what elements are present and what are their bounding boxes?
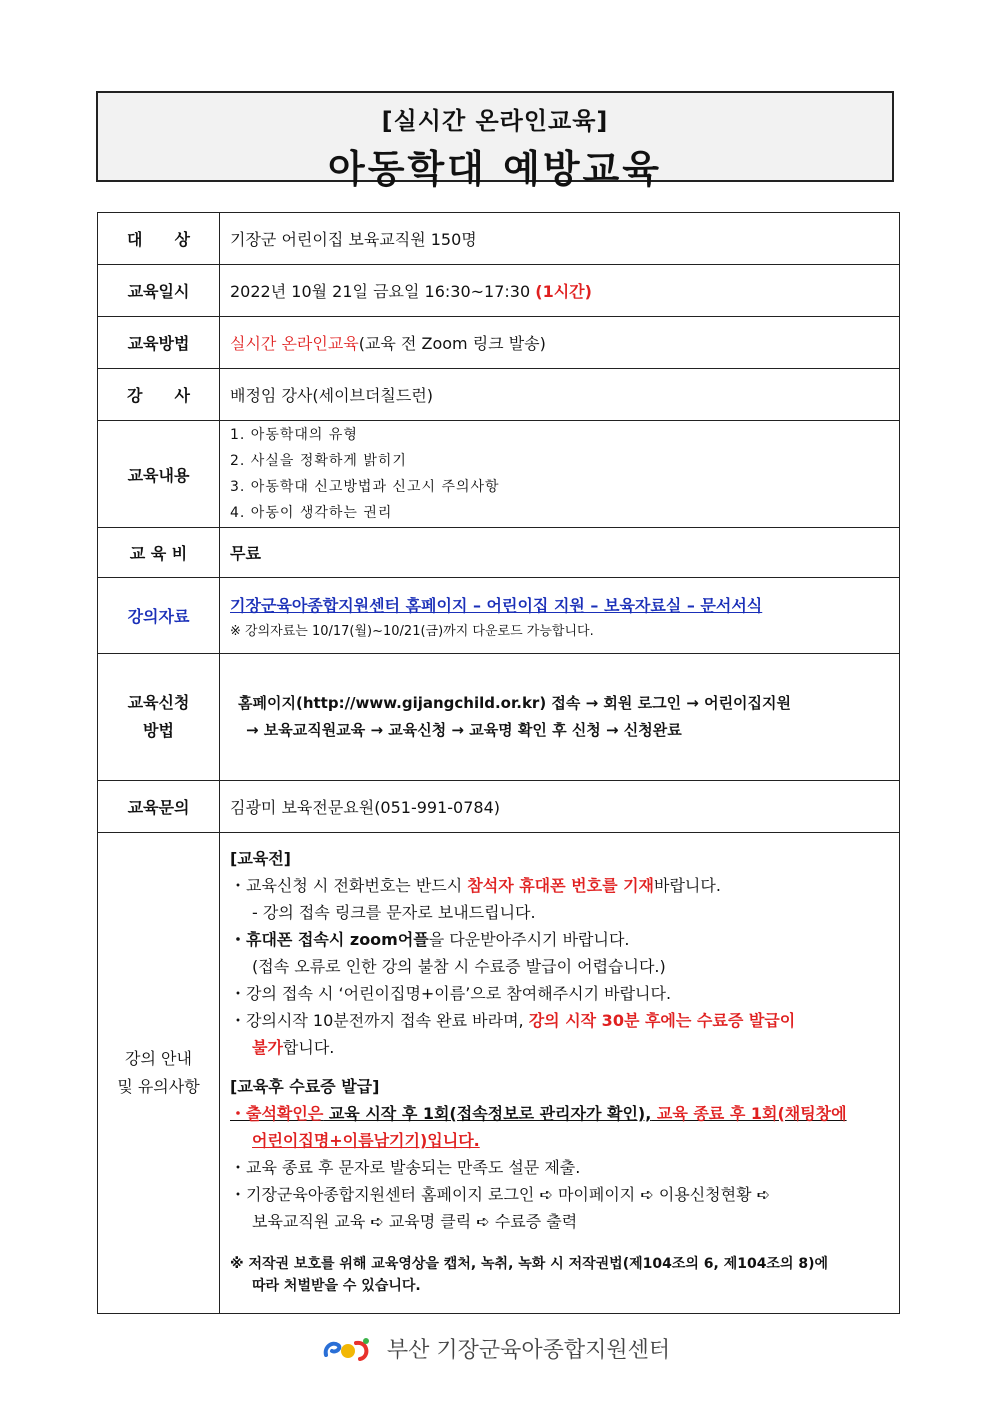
value-inquiry: 김광미 보육전문요원(051-991-0784)	[220, 781, 900, 833]
b4-post: 합니다.	[282, 1038, 335, 1057]
apply-line2: → 보육교직원교육 → 교육신청 → 교육명 확인 후 신청 → 신청완료	[246, 721, 682, 739]
content-item: 1. 아동학대의 유형	[230, 427, 358, 443]
before-title: [교육전]	[230, 849, 291, 868]
materials-note: ※ 강의자료는 10/17(월)~10/21(금)까지 다운로드 가능합니다.	[230, 623, 594, 639]
label-guide-1: 강의 안내	[125, 1049, 192, 1068]
label-inquiry: 교육문의	[98, 781, 220, 833]
value-target: 기장군 어린이집 보육교직원 150명	[220, 213, 900, 265]
b2-bold: ・휴대폰 접속시 zoom어플	[230, 930, 429, 949]
after-item-2: ・교육 종료 후 문자로 발송되는 만족도 설문 제출.	[230, 1158, 581, 1177]
note-line2: 따라 처벌받을 수 있습니다.	[252, 1278, 421, 1294]
row-fee	[98, 528, 900, 578]
info-table	[97, 212, 900, 1314]
label-lecturer: 강 사	[98, 369, 220, 421]
b1-post: 바랍니다.	[654, 876, 721, 895]
value-method	[220, 317, 900, 369]
title-sub: [실시간 온라인교육]	[381, 107, 609, 135]
row-content	[98, 421, 900, 528]
label-apply-2: 방법	[143, 721, 174, 740]
label-target: 대 상	[98, 213, 220, 265]
row-target	[98, 213, 900, 265]
label-apply-1: 교육신청	[127, 693, 190, 712]
label-apply	[98, 654, 220, 781]
value-content	[220, 421, 900, 528]
before-item-4	[230, 1007, 889, 1034]
row-materials	[98, 578, 900, 654]
b4-pre: ・강의시작 10분전까지 접속 완료 바라며,	[230, 1011, 529, 1030]
value-apply	[220, 654, 900, 781]
method-rest: (교육 전 Zoom 링크 발송)	[358, 334, 546, 353]
row-guide	[98, 833, 900, 1314]
row-date	[98, 265, 900, 317]
before-item-2	[230, 926, 889, 953]
before-item-2-sub: (접속 오류로 인한 강의 불참 시 수료증 발급이 어렵습니다.)	[252, 957, 666, 976]
row-inquiry	[98, 781, 900, 833]
row-method	[98, 317, 900, 369]
a1-red1: ・출석확인은	[230, 1104, 324, 1123]
value-date	[220, 265, 900, 317]
content-item: 3. 아동학대 신고방법과 신고시 주의사항	[230, 479, 500, 495]
footer-org: 부산 기장군육아종합지원센터	[386, 1338, 671, 1363]
b1-pre: ・교육신청 시 전화번호는 반드시	[230, 876, 468, 895]
apply-line1: 홈페이지(http://www.gijangchild.or.kr) 접속 → 회원 로그인 → 어린이집지원	[238, 694, 792, 712]
before-item-4-cont	[230, 1034, 889, 1061]
value-lecturer: 배정임 강사(세이브더칠드런)	[220, 369, 900, 421]
before-item-1-sub: - 강의 접속 링크를 문자로 보내드립니다.	[252, 903, 536, 922]
label-method: 교육방법	[98, 317, 220, 369]
b4-red2: 불가	[252, 1038, 283, 1057]
after-item-1	[230, 1100, 889, 1127]
a1-mid: 교육 시작 후 1회(접속정보로 관리자가 확인),	[323, 1104, 652, 1123]
title-box	[96, 91, 894, 191]
spacer	[230, 1061, 889, 1073]
a1-red2: 교육 종료 후 1회(채팅창에	[651, 1104, 847, 1123]
before-item-1	[230, 872, 889, 899]
label-fee: 교 육 비	[98, 528, 220, 578]
label-guide-2: 및 유의사항	[117, 1077, 200, 1096]
after-item-3-sub: 보육교직원 교육 ➪ 교육명 클릭 ➪ 수료증 출력	[252, 1212, 578, 1231]
content-item: 4. 아동이 생각하는 권리	[230, 505, 393, 521]
b2-rest: 을 다운받아주시기 바랍니다.	[428, 930, 630, 949]
label-guide	[98, 833, 220, 1314]
row-lecturer	[98, 369, 900, 421]
label-date: 교육일시	[98, 265, 220, 317]
footer	[0, 1333, 992, 1369]
value-fee: 무료	[220, 528, 900, 578]
date-text: 2022년 10월 21일 금요일 16:30~17:30	[230, 282, 531, 301]
before-item-3: ・강의 접속 시 ‘어린이집명+이름’으로 참여해주시기 바랍니다.	[230, 984, 672, 1003]
materials-link[interactable]: 기장군육아종합지원센터 홈페이지 – 어린이집 지원 – 보육자료실 – 문서서식	[230, 595, 763, 615]
method-red: 실시간 온라인교육	[230, 334, 359, 353]
after-item-1-cont: 어린이집명+이름남기기)입니다.	[252, 1131, 480, 1150]
value-materials	[220, 578, 900, 654]
label-content: 교육내용	[98, 421, 220, 528]
after-title: [교육후 수료증 발급]	[230, 1077, 380, 1096]
row-apply	[98, 654, 900, 781]
b4-red: 강의 시작 30분 후에는 수료증 발급이	[528, 1011, 796, 1030]
duration: (1시간)	[535, 282, 592, 301]
center-logo-icon	[322, 1333, 374, 1369]
content-item: 2. 사실을 정확하게 밝히기	[230, 453, 407, 469]
copyright-note	[230, 1253, 889, 1297]
b1-red: 참석자 휴대폰 번호를 기재	[467, 876, 655, 895]
after-item-3: ・기장군육아종합지원센터 홈페이지 로그인 ➪ 마이페이지 ➪ 이용신청현황 ➪	[230, 1185, 771, 1204]
title-main: 아동학대 예방교육	[328, 147, 662, 191]
label-materials: 강의자료	[98, 578, 220, 654]
value-guide	[220, 833, 900, 1314]
note-line1: ※ 저작권 보호를 위해 교육영상을 캡처, 녹취, 녹화 시 저작권법(제104조의 6, 제104조의 8)에	[230, 1256, 829, 1272]
